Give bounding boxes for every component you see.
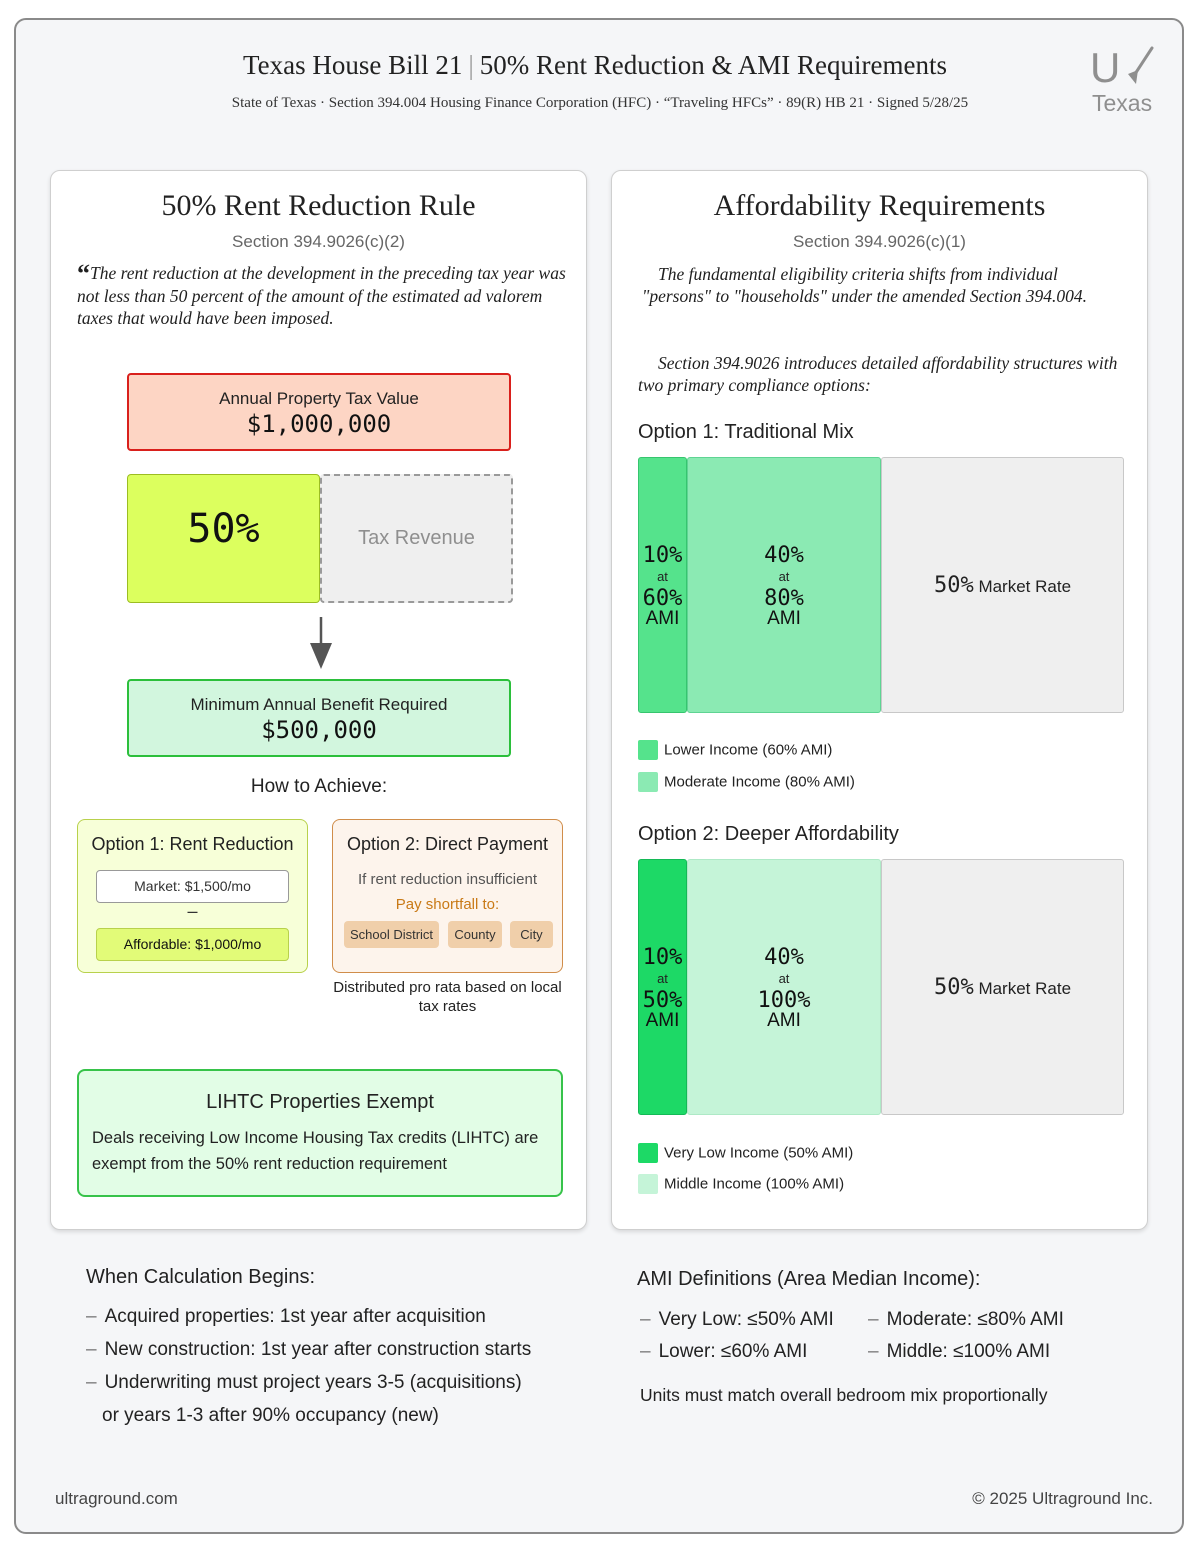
option1-chart-title: Option 1: Traditional Mix bbox=[638, 421, 854, 443]
down-arrow-icon bbox=[309, 615, 333, 671]
market-rate-segment bbox=[881, 859, 1124, 1115]
market-rate-label: Market Rate bbox=[973, 577, 1072, 596]
segment-ami-label: AMI bbox=[645, 608, 680, 629]
segment-ami-label: AMI bbox=[767, 608, 801, 629]
fifty-percent-value: 50% bbox=[187, 506, 260, 552]
legend-middle-label: Middle Income (100% AMI) bbox=[664, 1175, 845, 1193]
legend-lower bbox=[638, 740, 832, 760]
moderate-income-segment bbox=[687, 457, 881, 713]
calculation-begins-title: When Calculation Begins: bbox=[86, 1266, 316, 1288]
legend-moderate-label: Moderate Income (80% AMI) bbox=[664, 773, 855, 791]
ami-moderate bbox=[868, 1309, 1064, 1331]
legend-very-low-label: Very Low Income (50% AMI) bbox=[664, 1144, 854, 1162]
legend-lower-swatch bbox=[638, 740, 658, 760]
footer-website: ultraground.com bbox=[55, 1489, 178, 1508]
rent-reduction-panel bbox=[50, 170, 587, 1230]
calc-item-new-construction bbox=[86, 1339, 531, 1361]
chip-school-district: School District bbox=[344, 921, 439, 948]
segment-share: 40% bbox=[764, 543, 804, 568]
ami-def-text: Middle: ≤100% AMI bbox=[886, 1341, 1051, 1362]
market-rate-label: Market Rate bbox=[973, 979, 1072, 998]
dash: – bbox=[868, 1309, 879, 1330]
lihtc-exempt-box bbox=[77, 1069, 563, 1197]
ami-lower bbox=[640, 1341, 807, 1363]
affordability-title: Affordability Requirements bbox=[713, 189, 1046, 222]
legend-lower-label: Lower Income (60% AMI) bbox=[664, 741, 833, 759]
logo-letter: U bbox=[1090, 44, 1121, 91]
option2-title: Option 2: Direct Payment bbox=[346, 834, 549, 854]
lihtc-text: Deals receiving Low Income Housing Tax credits (LIHTC) are exempt from the 50% rent reduction requirement bbox=[92, 1129, 539, 1173]
market-rate-share: 50% bbox=[933, 573, 974, 598]
option1-title: Option 1: Rent Reduction bbox=[91, 834, 294, 854]
calc-item-text: New construction: 1st year after construction starts bbox=[104, 1339, 532, 1360]
minimum-benefit-value: $500,000 bbox=[261, 716, 377, 744]
calc-item-text: Underwriting must project years 3-5 (acquisitions) bbox=[104, 1372, 522, 1393]
tax-revenue-box bbox=[320, 474, 513, 603]
legend-very-low bbox=[638, 1143, 853, 1163]
options-paragraph: Section 394.9026 introduces detailed affordability structures with two primary compliance options: bbox=[638, 353, 1118, 395]
segment-at: at bbox=[657, 971, 668, 986]
dash: – bbox=[86, 1372, 97, 1393]
legend-middle bbox=[638, 1174, 844, 1194]
title-rest: 50% Rent Reduction & AMI Requirements bbox=[479, 50, 947, 80]
quote-text: The rent reduction at the development in the preceding tax year was not less than 50 percent of the amount of the estimated ad valorem taxes that would have been imposed. bbox=[77, 263, 566, 328]
segment-at: at bbox=[778, 971, 790, 986]
ami-definitions-title: AMI Definitions (Area Median Income): bbox=[637, 1268, 981, 1290]
chip-city: City bbox=[510, 921, 553, 948]
affordability-section: Section 394.9026(c)(1) bbox=[793, 232, 966, 251]
rent-reduction-title: 50% Rent Reduction Rule bbox=[161, 189, 476, 222]
distributed-note: Distributed pro rata based on local tax rates bbox=[333, 979, 562, 1015]
statute-quote bbox=[77, 259, 567, 329]
legend-middle-swatch bbox=[638, 1174, 658, 1194]
ami-def-text: Moderate: ≤80% AMI bbox=[886, 1309, 1064, 1330]
legend-moderate-swatch bbox=[638, 772, 658, 792]
segment-ami-level: 80% bbox=[764, 586, 804, 611]
calc-item-underwriting bbox=[86, 1372, 522, 1394]
title-main: Texas House Bill 21 bbox=[243, 50, 463, 80]
quote-mark: “ bbox=[77, 259, 90, 288]
property-tax-label: Annual Property Tax Value bbox=[219, 389, 419, 408]
calc-item-occupancy: or years 1-3 after 90% occupancy (new) bbox=[102, 1405, 439, 1426]
tax-revenue-label: Tax Revenue bbox=[358, 527, 475, 549]
segment-at: at bbox=[778, 569, 790, 584]
segment-ami-level: 60% bbox=[642, 586, 683, 611]
segment-share: 10% bbox=[642, 543, 683, 568]
property-tax-box bbox=[127, 373, 511, 451]
segment-ami-level: 100% bbox=[757, 988, 811, 1013]
market-rate-segment bbox=[881, 457, 1124, 713]
segment-ami-level: 50% bbox=[642, 988, 683, 1013]
minus-sign: – bbox=[187, 901, 198, 921]
fifty-percent-box bbox=[127, 474, 320, 603]
title-separator: | bbox=[468, 50, 474, 80]
lihtc-title: LIHTC Properties Exempt bbox=[206, 1091, 434, 1113]
minimum-benefit-box bbox=[127, 679, 511, 757]
households-paragraph: The fundamental eligibility criteria shifts from individual "persons" to "households" under the amended Section 394.004. bbox=[642, 264, 1087, 306]
dash: – bbox=[868, 1341, 879, 1362]
option1-chart bbox=[638, 457, 1124, 713]
chip-county: County bbox=[448, 921, 502, 948]
page-subtitle: State of Texas · Section 394.004 Housing Finance Corporation (HFC) · “Traveling HFCs” · 89(R) HB 21 · Signed 5/28/25 bbox=[231, 95, 969, 111]
ami-def-text: Very Low: ≤50% AMI bbox=[658, 1309, 834, 1330]
option2-chart-title: Option 2: Deeper Affordability bbox=[638, 823, 899, 845]
ami-def-text: Lower: ≤60% AMI bbox=[658, 1341, 808, 1362]
calc-item-acquired bbox=[86, 1306, 486, 1328]
footer-copyright: © 2025 Ultraground Inc. bbox=[972, 1489, 1153, 1508]
how-to-achieve-label: How to Achieve: bbox=[250, 776, 388, 797]
rent-reduction-option bbox=[77, 819, 308, 973]
property-tax-value: $1,000,000 bbox=[246, 410, 392, 438]
page-title bbox=[0, 50, 1190, 81]
legend-moderate bbox=[638, 772, 855, 792]
rent-reduction-section: Section 394.9026(c)(2) bbox=[232, 232, 405, 251]
segment-share: 10% bbox=[642, 945, 683, 970]
affordability-panel bbox=[611, 170, 1148, 1230]
middle-income-segment bbox=[687, 859, 881, 1115]
ami-middle bbox=[868, 1341, 1050, 1363]
affordable-rent: Affordable: $1,000/mo bbox=[96, 928, 289, 961]
market-rate-share: 50% bbox=[933, 975, 974, 1000]
legend-very-low-swatch bbox=[638, 1143, 658, 1163]
dash: – bbox=[640, 1341, 651, 1362]
dash: – bbox=[86, 1339, 97, 1360]
shovel-icon bbox=[1122, 46, 1158, 90]
rent-insufficient-note: If rent reduction insufficient bbox=[358, 871, 537, 888]
very-low-income-segment bbox=[638, 859, 687, 1115]
bedroom-mix-note: Units must match overall bedroom mix proportionally bbox=[640, 1385, 1048, 1405]
segment-share: 40% bbox=[764, 945, 804, 970]
segment-ami-label: AMI bbox=[767, 1010, 801, 1031]
dash: – bbox=[640, 1309, 651, 1330]
direct-payment-option bbox=[332, 819, 563, 973]
pay-shortfall-label: Pay shortfall to: bbox=[395, 896, 500, 913]
segment-at: at bbox=[657, 569, 668, 584]
calc-item-text: Acquired properties: 1st year after acquisition bbox=[104, 1306, 486, 1327]
dash: – bbox=[86, 1306, 97, 1327]
lower-income-segment bbox=[638, 457, 687, 713]
option2-chart bbox=[638, 859, 1124, 1115]
segment-ami-label: AMI bbox=[645, 1010, 680, 1031]
logo-text: Texas bbox=[1092, 90, 1153, 116]
market-rent: Market: $1,500/mo bbox=[96, 870, 289, 903]
ami-very-low bbox=[640, 1309, 834, 1331]
minimum-benefit-label: Minimum Annual Benefit Required bbox=[190, 695, 448, 714]
